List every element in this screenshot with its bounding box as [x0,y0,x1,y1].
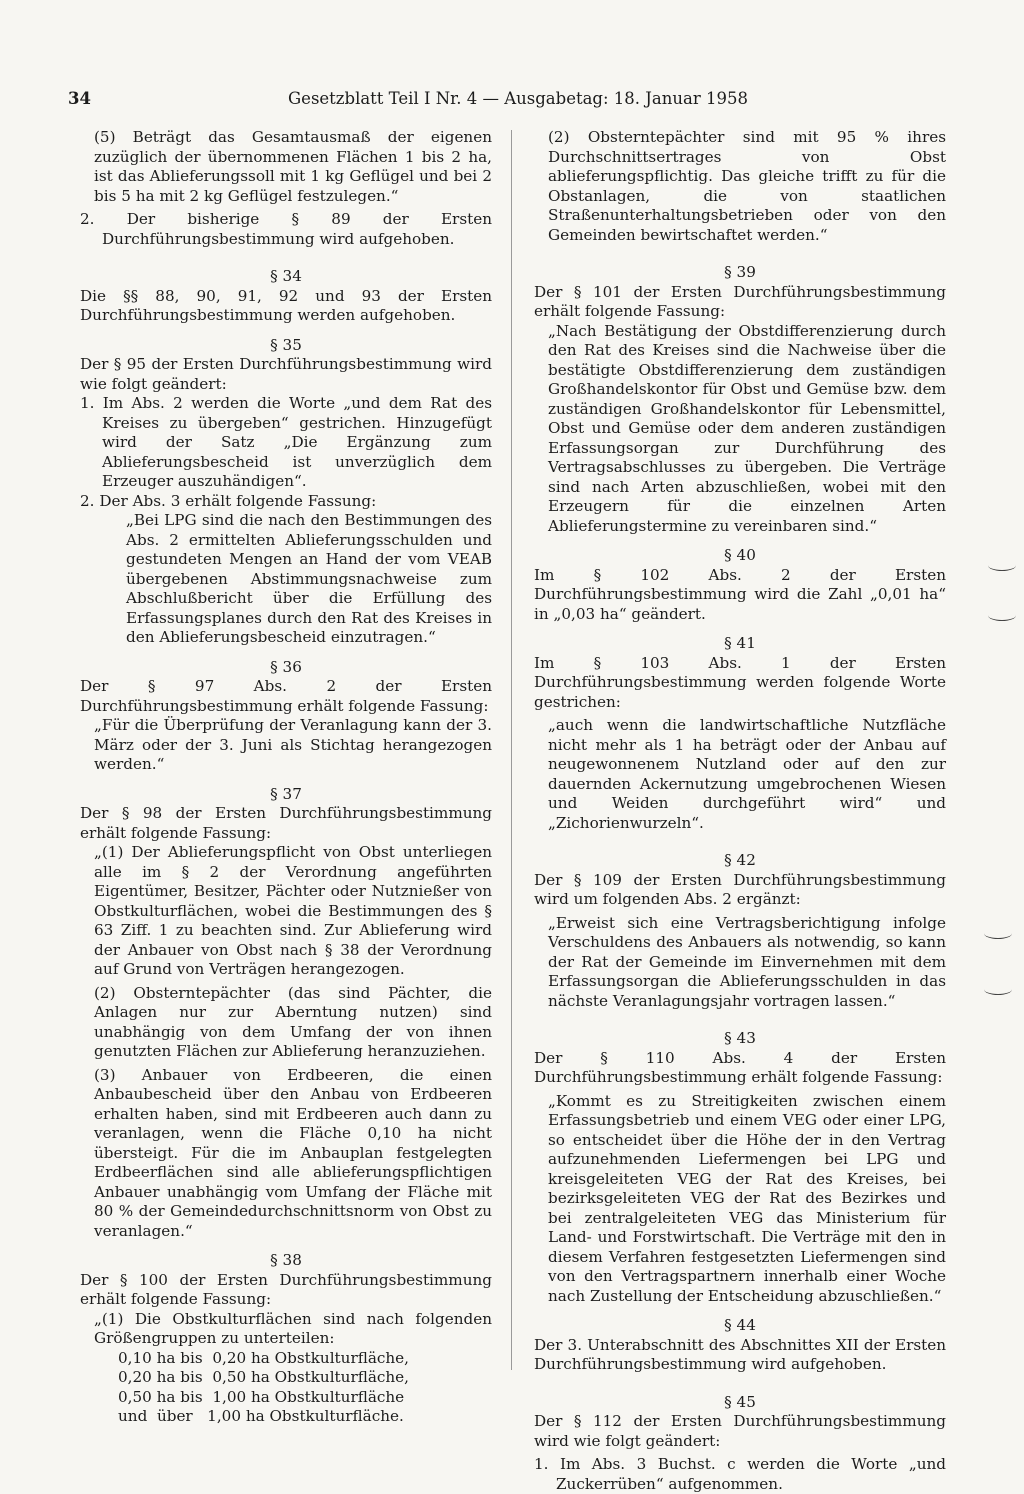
margin-mark [984,984,1012,995]
section-heading: § 42 [724,851,756,869]
list-item: 1. Im Abs. 3 Buchst. c werden die Worte „und Zuckerrüben“ aufgenommen. [534,1455,946,1493]
paragraph: Der § 101 der Ersten Durchführungsbestimmung erhält folgende Fassung: [534,282,946,320]
quote: (2) Obsternteрächter sind mit 95 % ihres Durchschnittsertrages von Obst ablieferungspflichtig. Das gleiche trifft zu für die Obstanlagen, die von staatlichen Straßenunterhaltungsbetrieben oder von den Gemeinden bewirtschaftet werden.“ [548,128,946,244]
left-column [80,128,492,1427]
section-heading: § 34 [270,267,302,285]
section-heading: § 39 [724,263,756,281]
table-row: 0,20 ha bis 0,50 ha Obstkulturfläche, [118,1368,409,1386]
paragraph: Der 3. Unterabschnitt des Abschnittes XII der Ersten Durchführungsbestimmung wird aufgehoben. [534,1335,946,1373]
section-heading: § 38 [270,1251,302,1269]
column-divider [511,130,512,1370]
page-number: 34 [68,89,91,108]
quote: „Bei LPG sind die nach den Bestimmungen des Abs. 2 ermittelten Ablieferungsschulden und gestundeten Mengen an Hand der vom VEAB übergebenen Abstimmungsnachweise zum Abschlußbericht über die Erfüllung des Erfassungsplanes durch den Rat des Kreises in den Ablieferungsbescheid einzutragen.“ [126,511,492,646]
list-item: 1. Im Abs. 2 werden die Worte „und dem Rat des Kreises zu übergeben“ gestrichen. Hinzugefügt wird der Satz „Die Ergänzung zum Ablieferungsbescheid ist unverzüglich dem Erzeuger auszuhändigen“. [80,394,492,490]
quote: „Erweist sich eine Vertragsberichtigung infolge Verschuldens des Anbauers als notwendig, so kann der Rat der Gemeinde im Einvernehmen mit dem Erfassungsorgan die Ablieferungsschulden in das nächste Veranlagungsjahr vortragen lassen.“ [548,913,946,1010]
section-heading: § 44 [724,1316,756,1334]
paragraph: Der § 110 Abs. 4 der Ersten Durchführungsbestimmung erhält folgende Fassung: [534,1048,946,1086]
table-row: 0,50 ha bis 1,00 ha Obstkulturfläche [118,1387,405,1406]
margin-mark [988,560,1016,571]
quote: „(1) Die Obstkulturflächen sind nach folgenden Größengruppen zu unterteilen: [94,1309,492,1347]
quote: „Für die Überprüfung der Veranlagung kann der 3. März oder der 3. Juni als Stichtag herangezogen werden.“ [94,716,492,773]
table-row: und über 1,00 ha Obstkulturfläche. [118,1407,404,1425]
paragraph: Im § 102 Abs. 2 der Ersten Durchführungsbestimmung wird die Zahl „0,01 ha“ in „0,03 ha“ geändert. [534,565,946,623]
running-title: Gesetzblatt Teil I Nr. 4 — Ausgabetag: 18. Januar 1958 [288,89,748,108]
paragraph: Der § 112 der Ersten Durchführungsbestimmung wird wie folgt geändert: [534,1412,946,1450]
quote: (3) Anbauer von Erdbeeren, die einen Anbaubescheid über den Anbau von Erdbeeren erhalten haben, sind mit Erdbeeren auch dann zu veranlagen, wenn die Fläche 0,10 ha nicht übersteigt. Für die im Anbauplan festgelegten Erdbeerflächen sind alle ablieferungspflichtigen Anbauer unabhängig vom Umfang der Fläche mit 80 % der Gemeindedurchschnittsnorm von Obst zu veranlagen.“ [94,1065,492,1240]
table-row: 0,10 ha bis 0,20 ha Obstkulturfläche, [118,1348,409,1367]
quote: (2) Obsternteрächter (das sind Pächter, die Anlagen nur zur Aberntung nutzen) sind unabhängig von dem Umfang der von ihnen genutzten Flächen zur Ablieferung heranzuziehen. [94,983,492,1060]
paragraph: Der § 97 Abs. 2 der Ersten Durchführungsbestimmung erhält folgende Fassung: [80,677,492,715]
paragraph: Der § 98 der Ersten Durchführungsbestimmung erhält folgende Fassung: [80,804,492,842]
paragraph: Der § 95 der Ersten Durchführungsbestimmung wird wie folgt geändert: [80,355,492,393]
paragraph: Im § 103 Abs. 1 der Ersten Durchführungsbestimmung werden folgende Worte gestrichen: [534,653,946,711]
quote: „Nach Bestätigung der Obstdifferenzierung durch den Rat des Kreises sind die Nachweise über die bestätigte Obstdifferenzierung dem zuständigen Großhandelskontor für Obst und Gemüse bzw. dem zuständigen Großhandelskontor für Lebensmittel, Obst und Gemüse oder dem anderen zuständigen Erfassungsorgan zur Durchführung des Vertragsabschlusses zu übergeben. Die Verträge sind nach Arten abzuschließen, wobei mit den Erzeugern für die einzelnen Arten Ablieferungstermine zu vereinbaren sind.“ [548,321,946,535]
section-heading: § 37 [270,784,302,803]
section-heading: § 41 [724,634,756,652]
quote: „auch wenn die landwirtschaftliche Nutzfläche nicht mehr als 1 ha beträgt oder der Anbau auf neugewonnenem Nutzland oder auf den zur dauernden Ackernutzung umgebrochenen Wiesen und Weiden durchgeführt wird“ und „Zichorienwurzeln“. [548,716,946,832]
section-heading: § 36 [270,657,302,676]
margin-mark [984,928,1012,939]
size-groups-table [80,1349,492,1427]
paragraph: Der § 100 der Ersten Durchführungsbestimmung erhält folgende Fassung: [80,1270,492,1308]
section-heading: § 35 [270,335,302,354]
right-column [534,128,946,1494]
paragraph: Die §§ 88, 90, 91, 92 und 93 der Ersten Durchführungsbestimmung werden aufgehoben. [80,286,492,324]
quote: „(1) Der Ablieferungspflicht von Obst unterliegen alle im § 2 der Verordnung angeführten Eigentümer, Besitzer, Pächter oder Nutznießer von Obstkulturflächen, wobei die Bestimmungen des § 63 Ziff. 1 zu beachten sind. Zur Ablieferung wird der Anbauer von Obst nach § 38 der Verordnung auf Grund von Verträgen herangezogen. [94,843,492,978]
margin-mark [988,610,1016,621]
paragraph: Der § 109 der Ersten Durchführungsbestimmung wird um folgenden Abs. 2 ergänzt: [534,870,946,908]
quote: „Kommt es zu Streitigkeiten zwischen einem Erfassungsbetrieb und einem VEG oder einer LPG, so entscheidet über die Höhe der in den Vertrag aufzunehmenden Liefermengen bei LPG und kreisgeleiteten VEG der Rat des Kreises, bei bezirksgeleiteten VEG der Rat des Bezirkes und bei zentralgeleiteten VEG das Ministerium für Land- und Forstwirtschaft. Die Verträge mit den in diesem Verfahren festgesetzten Liefermengen sind von den Vertragspartnern innerhalb einer Woche nach Zustellung der Entscheidung abzuschließen.“ [548,1091,946,1305]
section-heading: § 43 [724,1029,756,1047]
page-header [68,86,958,112]
section-heading: § 40 [724,546,756,564]
list-item: 2. Der Abs. 3 erhält folgende Fassung: [80,491,377,510]
list-item: 2. Der bisherige § 89 der Ersten Durchführungsbestimmung wird aufgehoben. [80,210,492,248]
paragraph: (5) Beträgt das Gesamtausmaß der eigenen zuzüglich der übernommenen Flächen 1 bis 2 ha, ist das Ablieferungssoll mit 1 kg Geflügel und bei 2 bis 5 ha mit 2 kg Geflügel festzulegen.“ [94,128,492,205]
section-heading: § 45 [724,1392,756,1411]
